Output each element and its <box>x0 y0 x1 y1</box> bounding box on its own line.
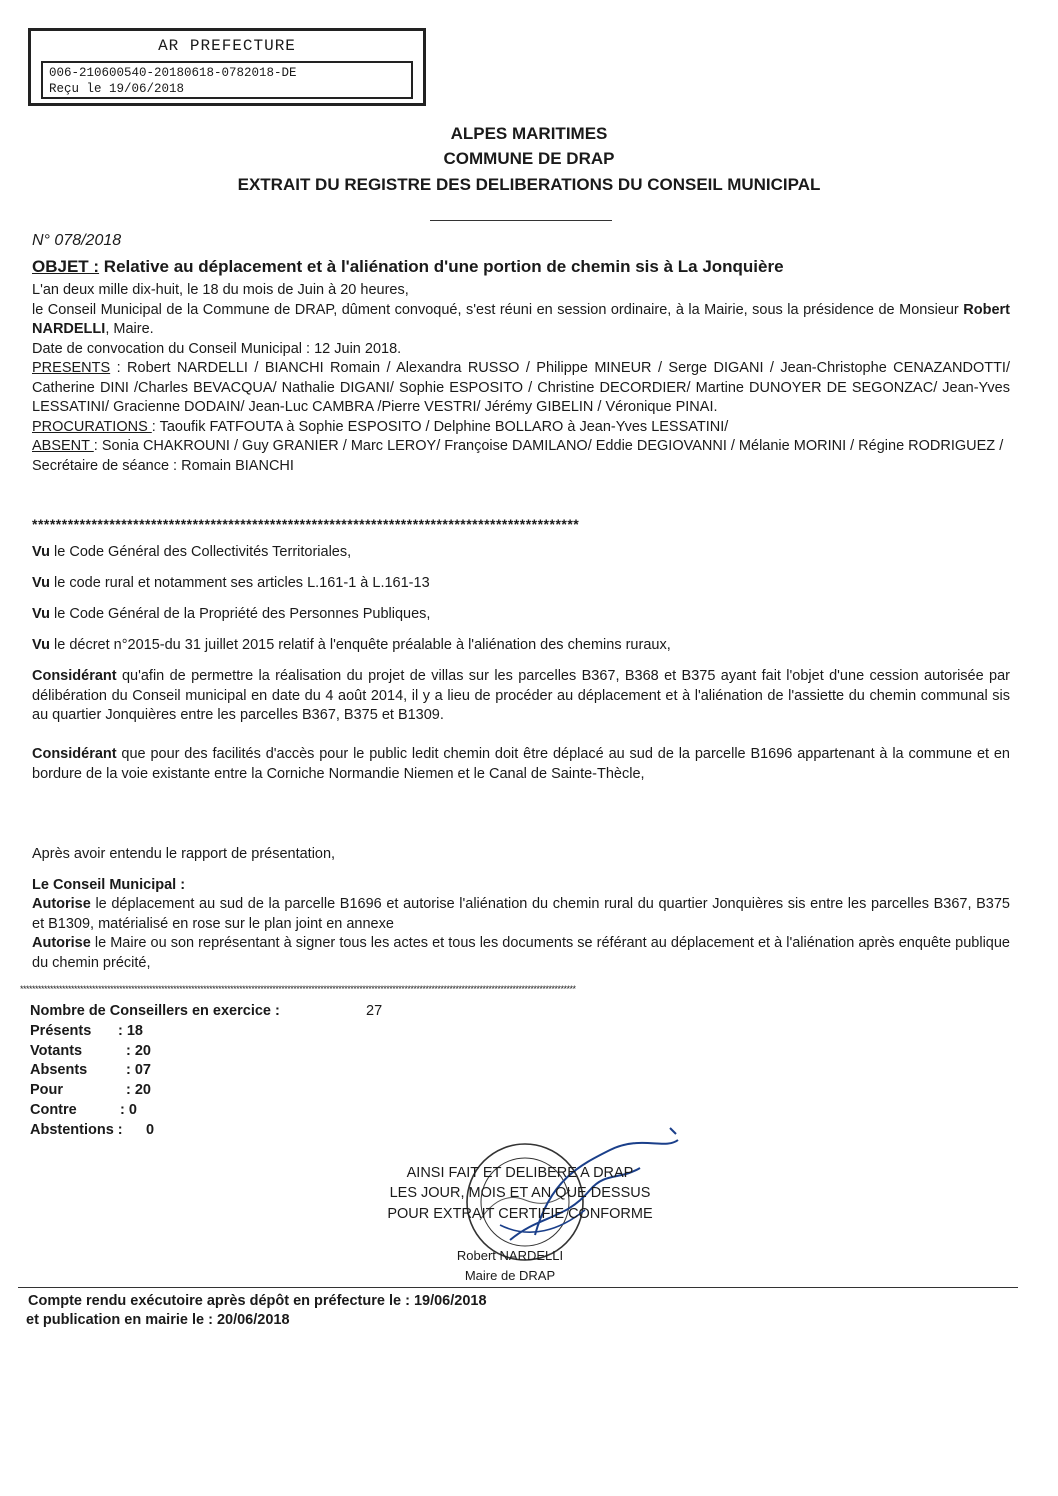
proxies: PROCURATIONS : Taoufik FATFOUTA à Sophie ESPOSITO / Delphine BOLLARO à Jean-Yves LESSATINI/ <box>32 418 729 435</box>
considerant-1: Considérant qu'afin de permettre la réalisation du projet de villas sur les parcelles B367, B368 et B375 ayant fait l'objet d'une cession autorisée par délibération du Conseil municipal en date du 4 août 2014, il y a lieu de procéder au déplacement et à l'aliénation de l'assiette du chemin communal sis au quartier Jonquières entre les parcelles B367, B375 et B1309. <box>32 668 1010 723</box>
present-members: PRESENTS : Robert NARDELLI / BIANCHI Romain / Alexandra RUSSO / Philippe MINEUR / Serge DIGANI / Jean-Christophe CENAZANDOTTI/ Catherine DINI /Charles BEVACQUA/ Nathalie DIGANI/ Sophie ESPOSITO / Christine DECORDIER/ Martine DUNOYER DE SEGONZAC/ Jean-Yves LESSATINI/ Gracienne DODAIN/ Jean-Luc CAMBRA /Pierre VESTRI/ Jérémy GIBELIN / Véronique PINAI. <box>32 360 1010 415</box>
header-divider <box>430 220 612 221</box>
prefecture-stamp <box>28 28 426 106</box>
deliberation-object <box>32 257 1010 277</box>
object-label: OBJET : <box>32 257 100 276</box>
visa-3: Vu le Code Général de la Propriété des Personnes Publiques, <box>32 606 431 622</box>
header-commune: COMMUNE DE DRAP <box>443 149 615 168</box>
signatory-title: Maire de DRAP <box>464 1268 556 1283</box>
signature-formula-3: POUR EXTRAIT CERTIFIE CONFORME <box>387 1206 653 1222</box>
header-register-title: EXTRAIT DU REGISTRE DES DELIBERATIONS DU CONSEIL MUNICIPAL <box>237 175 821 194</box>
exercise-value: 27 <box>366 1003 383 1019</box>
star-separator: ******************************************************************************************** <box>32 516 580 532</box>
absent-members: ABSENT : Sonia CHAKROUNI / Guy GRANIER / Marc LEROY/ Françoise DAMILANO/ Eddie DEGIOVANNI / Mélanie MORINI / Régine RODRIGUEZ / <box>32 438 1004 454</box>
dot-separator: ***************************************************************************************************************************************************************************************** <box>20 984 576 994</box>
vote-row: Absents : 07 <box>30 1062 151 1079</box>
vote-row: Abstentions : 0 <box>30 1121 155 1138</box>
visa-4: Vu le décret n°2015-du 31 juillet 2015 relatif à l'enquête préalable à l'aliénation des chemins ruraux, <box>32 637 671 653</box>
deliberation-number: N° 078/2018 <box>32 232 122 249</box>
visa-1: Vu le Code Général des Collectivités Territoriales, <box>32 544 352 560</box>
object-text: Relative au déplacement et à l'aliénation d'une portion de chemin sis à La Jonquière <box>103 257 784 276</box>
signatory-name: Robert NARDELLI <box>456 1248 564 1263</box>
mayor-name: Robert NARDELLI <box>32 301 1010 337</box>
session-convocation: le Conseil Municipal de la Commune de DRAP, dûment convoqué, s'est réuni en session ordinaire, à la Mairie, sous la présidence de Monsieur Robert NARDELLI, Maire. <box>32 301 1010 337</box>
vote-row: Votants : 20 <box>30 1042 151 1059</box>
report-statement: Après avoir entendu le rapport de présentation, <box>32 846 336 862</box>
session-block <box>32 281 1010 476</box>
signature-formula-1: AINSI FAIT ET DELIBERE A DRAP <box>406 1165 634 1181</box>
decision-2: Autorise le Maire ou son représentant à signer tous les actes et tous les documents se référant au déplacement et à l'aliénation après enquête publique du chemin précité, <box>32 935 1010 971</box>
vote-row: Présents : 18 <box>30 1022 143 1039</box>
convocation-date: Date de convocation du Conseil Municipal : 12 Juin 2018. <box>32 340 402 357</box>
exercise-label: Nombre de Conseillers en exercice : <box>30 1003 280 1019</box>
footer-divider <box>18 1287 1018 1288</box>
footer-executory-date: Compte rendu exécutoire après dépôt en préfecture le : 19/06/2018 <box>28 1293 487 1309</box>
vote-row: Contre : 0 <box>30 1101 137 1118</box>
council-label: Le Conseil Municipal : <box>32 877 186 893</box>
stamp-reference-box <box>41 61 413 99</box>
considerant-2: Considérant que pour des facilités d'accès pour le public ledit chemin doit être déplacé au sud de la parcelle B1696 appartenant à la commune et en bordure de la voie existante entre la Corniche Normandie Niemen et le Canal de Sainte-Thècle, <box>32 746 1010 782</box>
stamp-received-date: Reçu le 19/06/2018 <box>49 82 185 96</box>
signature-formula-2: LES JOUR, MOIS ET AN QUE DESSUS <box>389 1185 651 1201</box>
session-date: L'an deux mille dix-huit, le 18 du mois de Juin à 20 heures, <box>32 282 409 298</box>
vote-summary <box>30 1002 450 1141</box>
stamp-reference: 006-210600540-20180618-0782018-DE <box>49 66 297 80</box>
vote-row-exercise <box>30 1002 450 1022</box>
stamp-title: AR PREFECTURE <box>158 37 296 55</box>
header-department: ALPES MARITIMES <box>450 124 608 143</box>
vote-row: Pour : 20 <box>30 1082 151 1099</box>
visa-2: Vu le code rural et notamment ses articles L.161-1 à L.161-13 <box>32 575 430 591</box>
footer-publication-date: et publication en mairie le : 20/06/2018 <box>26 1312 290 1328</box>
decision-1: Autorise le déplacement au sud de la parcelle B1696 et autorise l'aliénation du chemin rural du quartier Jonquières sis entre les parcelles B367, B375 et B1309, matérialisé en rose sur le plan joint en annexe <box>32 896 1010 932</box>
session-secretary: Secrétaire de séance : Romain BIANCHI <box>32 457 294 474</box>
